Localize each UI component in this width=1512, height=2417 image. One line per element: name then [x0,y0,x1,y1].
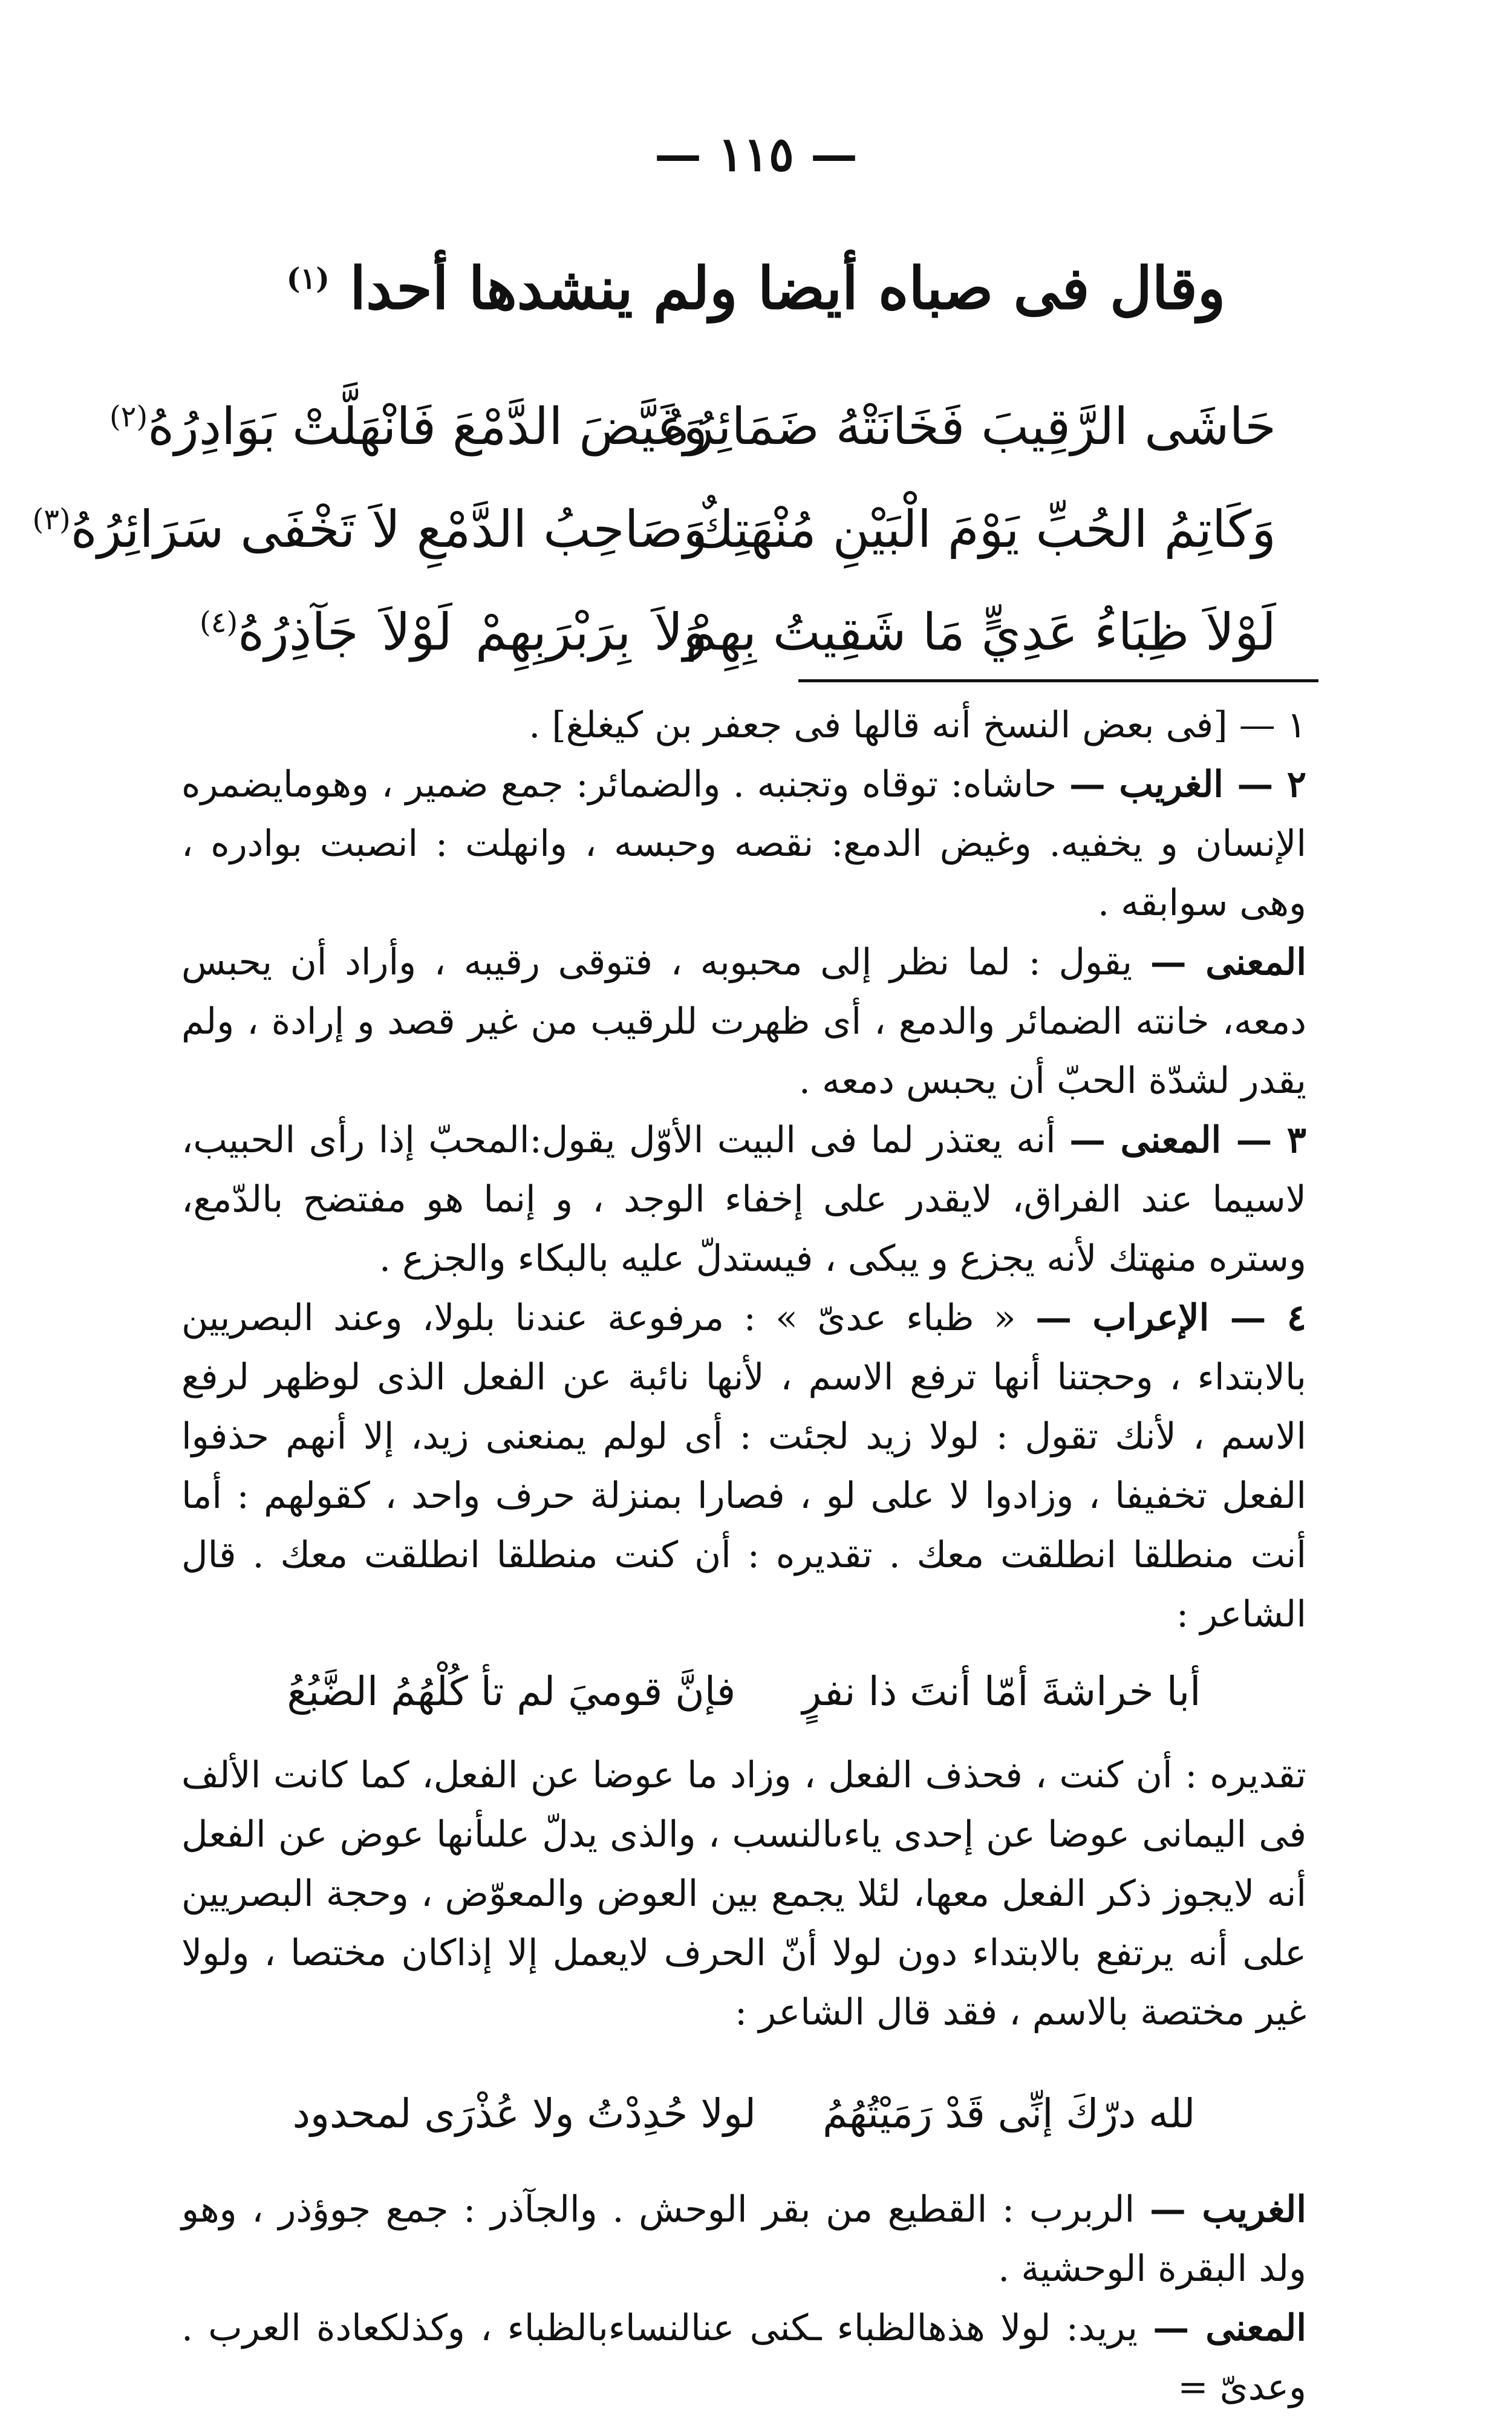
verse-2-first-hemistich: وَكَاتِمُ الحُبِّ يَوْمَ الْبَيْنِ مُنْهَتِكٌ [692,500,1276,559]
note-2-meaning-label: المعنى — [1150,941,1306,983]
poem-title [0,254,1512,322]
verse-2-second-hemistich [32,500,708,559]
verse-1-second-text: وَغَيَّضَ الدَّمْعَ فَانْهَلَّتْ بَوَادِرُهُ [148,397,708,456]
verse-3-first-hemistich: لَوْلاَ ظِبَاءُ عَدِيٍّ مَا شَقِيتُ بِهِمْ [685,602,1276,662]
footnotes [181,696,1306,2417]
note-4-label: ٤ — الإعراب — [1035,1297,1306,1339]
note-3 [181,1111,1306,1288]
verse-1-footnote-ref: (٢) [109,400,148,434]
note-4-gharib-label: الغريب — [1149,2188,1306,2231]
quoted-verse-2 [181,2084,1306,2144]
poem-title-text: وقال فى صباه أيضا ولم ينشدها أحدا [350,254,1226,322]
verse-1-first-hemistich: حَاشَى الرَّقِيبَ فَخَانَتْهُ ضَمَائِرُهُ [662,397,1276,456]
note-4-gharib-text: الربرب : القطيع من بقر الوحش . والجآذر : جمع جوؤذر ، وهو ولد البقرة الوحشية . [181,2188,1306,2290]
note-4 [181,1288,1306,1644]
note-2-meaning-text: يقول : لما نظر إلى محبوبه ، فتوقى رقيبه ، وأراد أن يحبس دمعه، خانته الضمائر والدمع ، أى ظهرت للرقيب من غير قصد و إرادة ، ولم يقدر لشدّة الحبّ أن يحبس دمعه . [181,941,1306,1102]
note-1: ١ — [فى بعض النسخ أنه قالها فى جعفر بن كيغلغ] . [529,704,1306,746]
verse-2-footnote-ref: (٣) [32,503,71,537]
verse-3 [200,581,1276,683]
note-2-text: حاشاه: توقاه وتجنبه . والضمائر: جمع ضمير ، وهومايضمره الإنسان و يخفيه. وغيض الدمع: نقصه وحبسه ، وانهلت : انصبت بوادره ، وهى سوابقه . [181,763,1306,924]
note-3-label: ٣ — المعنى — [1069,1119,1306,1161]
verse-1-second-hemistich [109,397,708,456]
page-number: — ١١٥ — [654,127,858,182]
note-4-meaning-label: المعنى — [1153,2307,1307,2349]
quoted-verse-1-second: فإنَّ قوميَ لم تأ كُلْهُمُ الضَّبُعُ [287,1668,736,1715]
note-2-label: ٢ — الغريب — [1069,763,1306,806]
verse-3-footnote-ref: (٤) [200,605,238,639]
quoted-verse-2-first: لله درّكَ إنِّى قَدْ رَمَيْتُهُمُ [823,2090,1196,2137]
verse-2-second-text: وَصَاحِبُ الدَّمْعِ لاَ تَخْفَى سَرَائِرُهُ [70,500,708,559]
note-2-meaning [181,933,1306,1111]
note-4-meaning [181,2298,1306,2417]
poem-verses [32,375,1276,683]
footnote-separator [798,679,1318,682]
note-4-continuation: تقديره : أن كنت ، فحذف الفعل ، وزاد ما عوضا عن الفعل، كما كانت الألف فى اليمانى عوضا عن إحدى ياءىالنسب ، والذى يدلّ علىأنها عوض عن الفعل أنه لايجوز ذكر الفعل معها، لئلا يجمع بين العوض والمعوّض ، وحجة البصريين على أنه يرتفع بالابتداء دون لولا أنّ الحرف لايعمل إلا إذاكان مختصا ، ولولا غير مختصة بالاسم ، فقد قال الشاعر : [181,1754,1306,2034]
quoted-verse-2-second: لولا حُدِدْتُ ولا عُذْرَى لمحدود [292,2090,757,2137]
note-4-meaning-text: يريد: لولا هذهالظباء ـكنى عنالنساءبالظباء ، وكذلكعادة العرب . وعدىّ = [181,2307,1306,2409]
verse-1 [109,375,1276,478]
verse-3-second-hemistich [200,602,708,662]
quoted-verse-1 [181,1662,1306,1721]
quoted-verse-1-first: أبا خراشةَ أمّا أنتَ ذا نفرٍ [802,1668,1201,1715]
note-2 [181,755,1306,933]
verse-3-second-text: وَلاَ بِرَبْرَبِهِمْ لَوْلاَ جَآذِرُهُ [238,602,708,662]
verse-2 [32,478,1276,581]
note-4-text: « ظباء عدىّ » : مرفوعة عندنا بلولا، وعند البصريين بالابتداء ، وحجتنا أنها ترفع الاسم ، لأنها نائبة عن الفعل الذى لوظهر لرفع الاسم ، لأنك تقول : لولا زيد لجئت : أى لولم يمنعنى زيد، إلا أنهم حذفوا الفعل تخفيفا ، وزادوا لا على لو ، فصارا بمنزلة حرف واحد ، كقولهم : أما أنت منطلقا انطلقت معك . تقديره : أن كنت منطلقا انطلقت معك . قال الشاعر : [181,1297,1306,1636]
title-footnote-ref: (١) [286,262,330,296]
note-4-gharib [181,2180,1306,2298]
note-3-text: أنه يعتذر لما فى البيت الأوّل يقول:المحبّ إذا رأى الحبيب، لاسيما عند الفراق، لايقدر على إخفاء الوجد ، و إنما هو مفتضح بالدّمع، وستره منهتك لأنه يجزع و يبكى ، فيستدلّ عليه بالبكاء والجزع . [181,1119,1306,1280]
